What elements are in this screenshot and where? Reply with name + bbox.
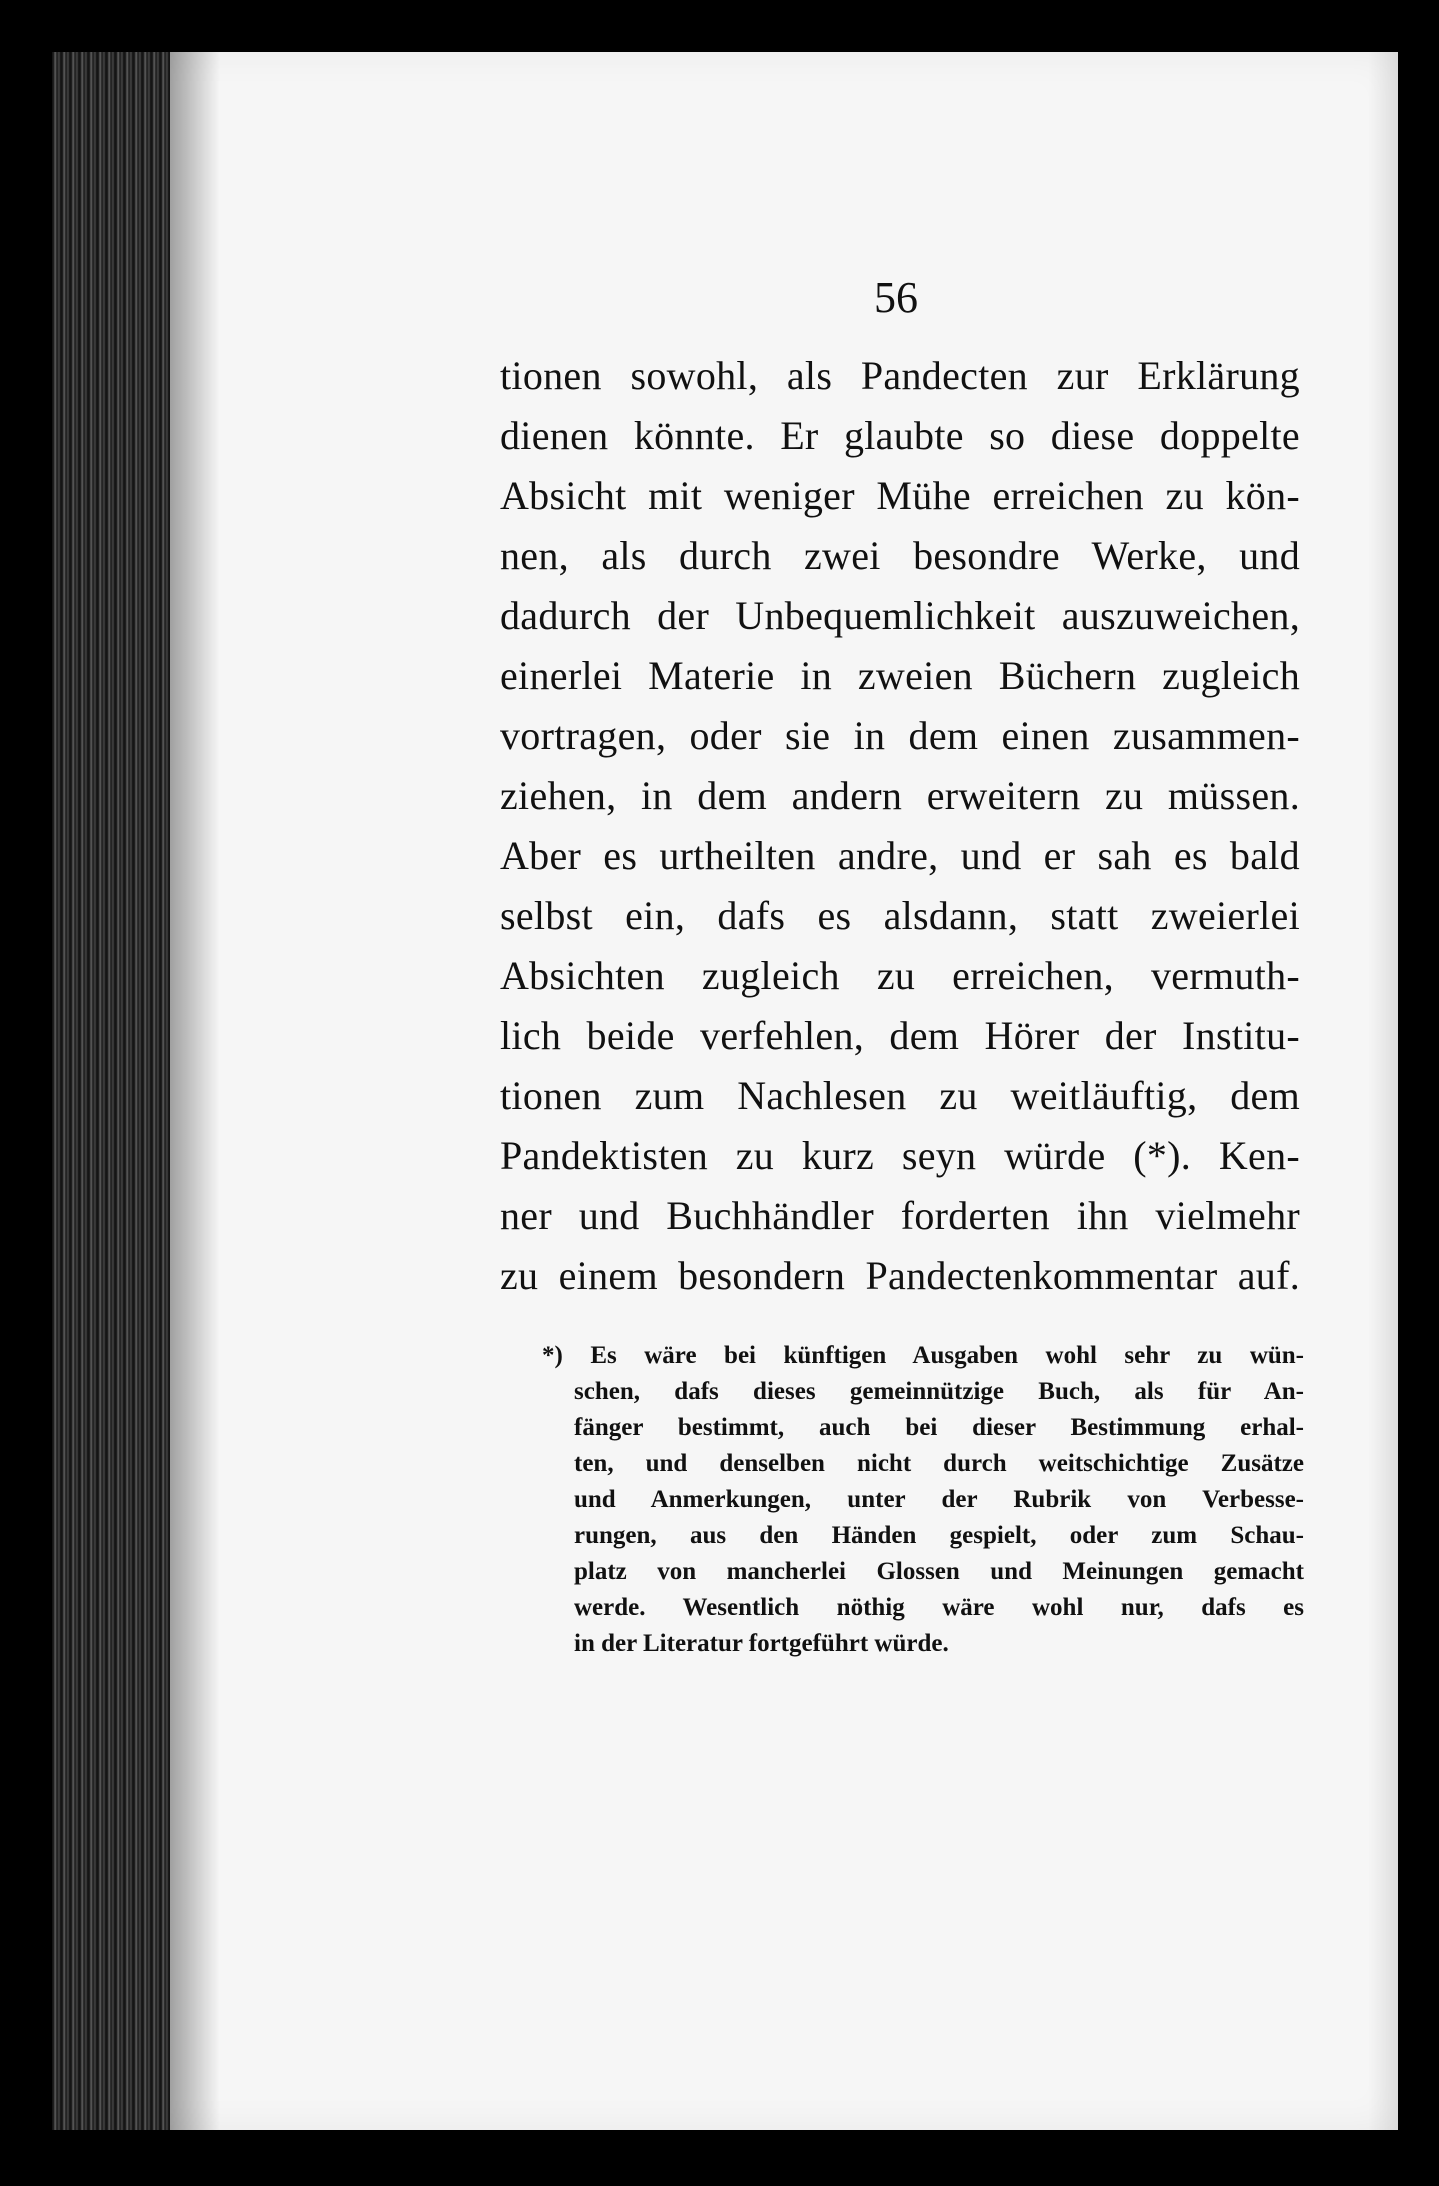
text-line: nen, als durch zwei besondre Werke, und — [500, 533, 1300, 578]
text-line: tionen sowohl, als Pandecten zur Erklärung — [500, 353, 1300, 398]
text-line: dadurch der Unbequemlichkeit auszuweichen, — [500, 593, 1300, 638]
footnote-line: in der Literatur fortgeführt würde. — [574, 1630, 949, 1657]
text-line: Aber es urtheilten andre, und er sah es bald — [500, 833, 1300, 878]
text-line: dienen könnte. Er glaubte so diese doppelte — [500, 413, 1300, 458]
text-line: Pandektisten zu kurz seyn würde (*). Ken- — [500, 1133, 1300, 1178]
text-line: ziehen, in dem andern erweitern zu müssen. — [500, 773, 1300, 818]
footnote-line: platz von mancherlei Glossen und Meinungen gemacht — [574, 1558, 1304, 1585]
page-shadow — [1368, 52, 1398, 2130]
footnote-line: schen, dafs dieses gemeinnützige Buch, als für An- — [574, 1378, 1304, 1405]
footnote-line: ten, und denselben nicht durch weitschichtige Zusätze — [574, 1450, 1304, 1477]
footnote-line: fänger bestimmt, auch bei dieser Bestimmung erhal- — [574, 1414, 1304, 1441]
text-line: Absicht mit weniger Mühe erreichen zu kön- — [500, 473, 1300, 518]
footnote — [542, 1338, 1304, 1662]
text-line: lich beide verfehlen, dem Hörer der Institu- — [500, 1013, 1300, 1058]
footnote-line: rungen, aus den Händen gespielt, oder zum Schau- — [574, 1522, 1304, 1549]
footnote-line: und Anmerkungen, unter der Rubrik von Verbesse- — [574, 1486, 1304, 1513]
body-text — [500, 346, 1300, 1306]
text-line: vortragen, oder sie in dem einen zusammen- — [500, 713, 1300, 758]
text-line: tionen zum Nachlesen zu weitläuftig, dem — [500, 1073, 1300, 1118]
footnote-line: werde. Wesentlich nöthig wäre wohl nur, dafs es — [574, 1594, 1304, 1621]
text-line: einerlei Materie in zweien Büchern zugleich — [500, 653, 1300, 698]
text-line: zu einem besondern Pandectenkommentar auf. — [500, 1253, 1300, 1298]
book-page-edge — [52, 52, 170, 2130]
text-line: Absichten zugleich zu erreichen, vermuth- — [500, 953, 1300, 998]
text-line: selbst ein, dafs es alsdann, statt zweierlei — [500, 893, 1300, 938]
page-number: 56 — [874, 273, 918, 322]
text-line: ner und Buchhändler forderten ihn vielmehr — [500, 1193, 1300, 1238]
footnote-line: *) Es wäre bei künftigen Ausgaben wohl sehr zu wün- — [542, 1342, 1304, 1369]
